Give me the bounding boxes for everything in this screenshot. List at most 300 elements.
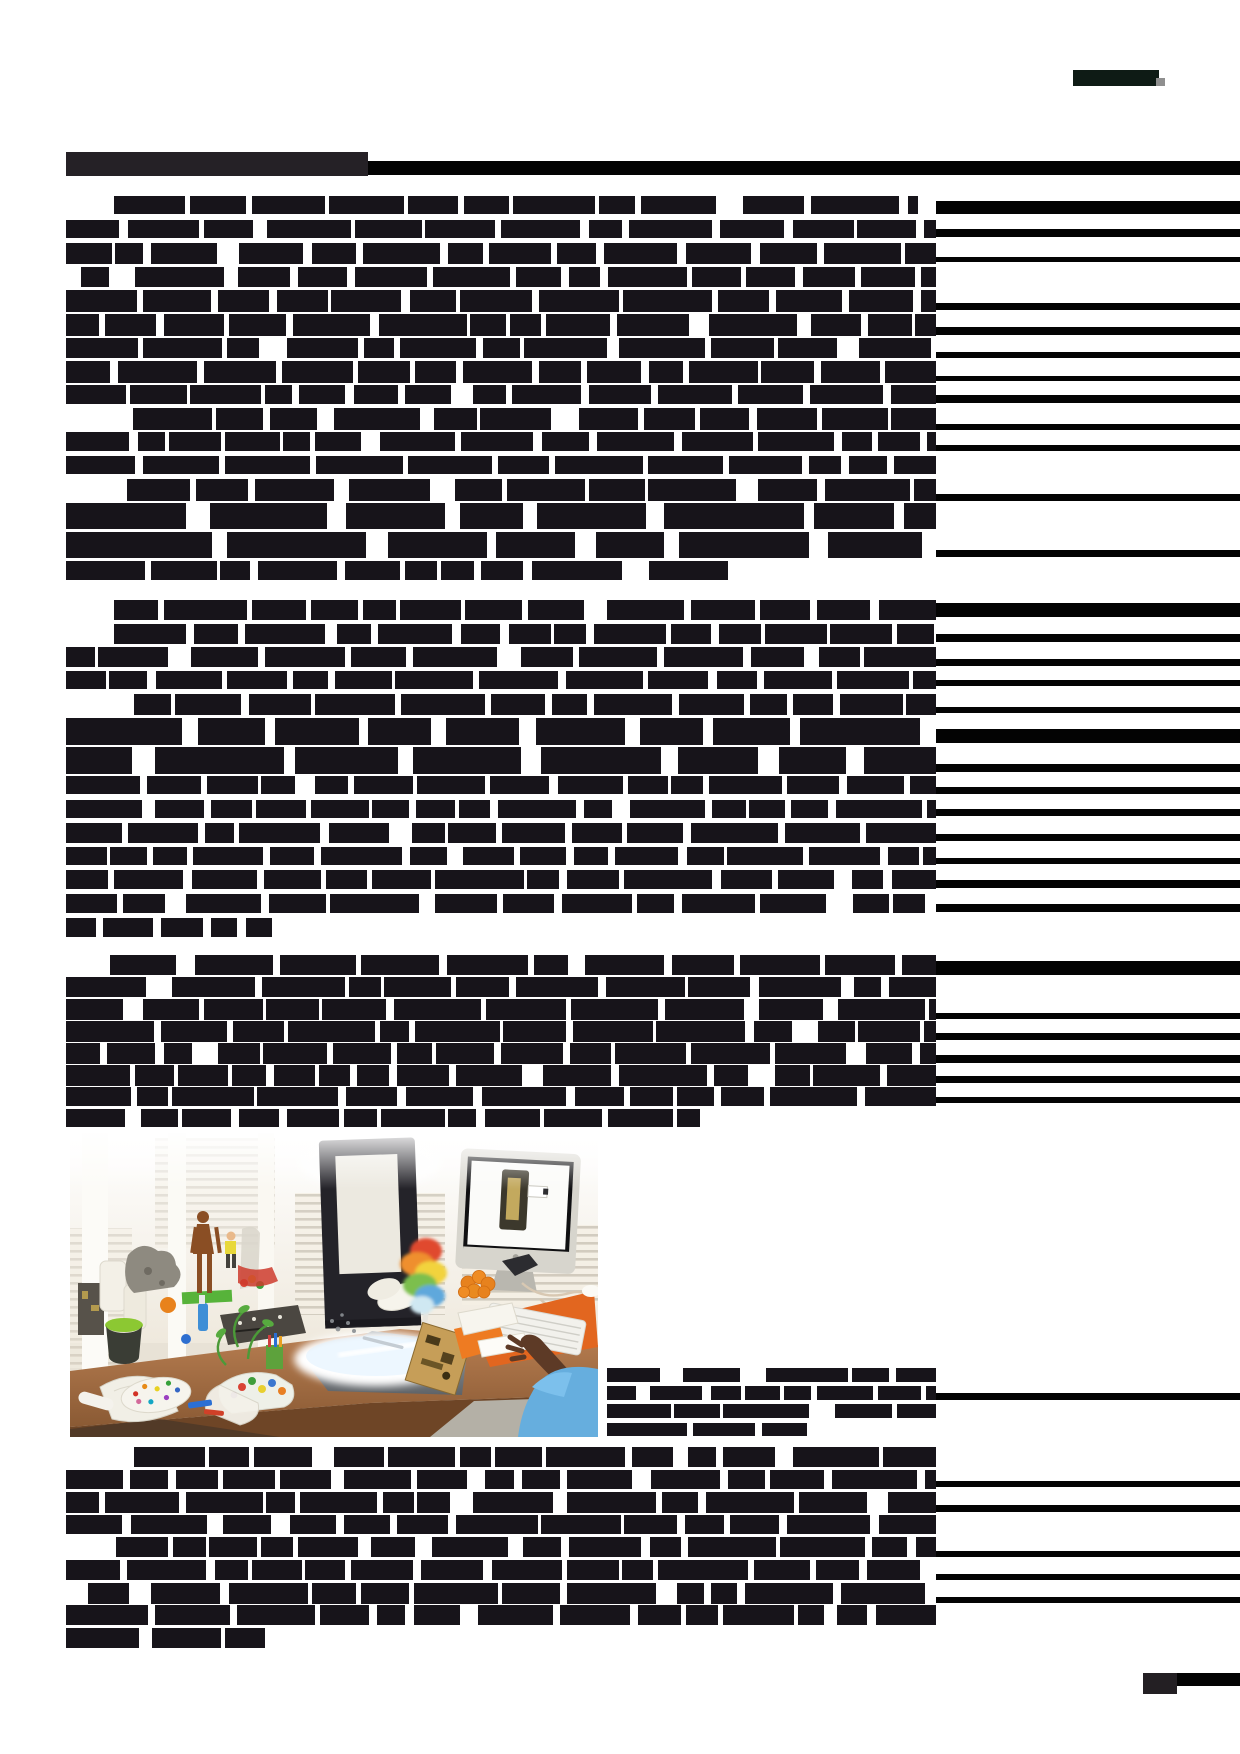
redaction-bar [127, 1560, 206, 1580]
redacted-line [0, 456, 1240, 474]
redaction-bar [172, 1087, 254, 1106]
redaction-bar [512, 385, 581, 404]
redaction-bar [225, 456, 310, 474]
redaction-bar [883, 1447, 936, 1467]
margin-rule [936, 352, 1240, 358]
redaction-bar [793, 220, 854, 238]
redaction-bar [256, 800, 306, 819]
redaction-bar [503, 894, 554, 913]
redaction-bar [141, 1109, 178, 1127]
redaction-bar [908, 196, 919, 214]
redaction-bar [810, 385, 882, 404]
redaction-bar [417, 1470, 467, 1490]
redaction-bar [528, 600, 584, 620]
redaction-bar [760, 894, 826, 913]
redaction-bar [905, 243, 936, 264]
redaction-bar [720, 220, 784, 238]
redaction-bar [754, 1021, 792, 1042]
redaction-bar [606, 977, 685, 997]
redaction-bar [624, 870, 712, 888]
redaction-bar [394, 999, 481, 1020]
redaction-bar [267, 220, 351, 238]
redaction-bar [436, 1043, 494, 1064]
redaction-bar [66, 290, 137, 311]
redaction-bar [233, 1021, 284, 1042]
redaction-bar [822, 408, 887, 430]
redaction-bar [910, 776, 936, 794]
redaction-bar [878, 1386, 921, 1400]
redaction-bar [223, 1470, 274, 1490]
redaction-bar [745, 1583, 832, 1604]
redaction-bar [692, 267, 741, 287]
redaction-bar [372, 870, 431, 888]
redaction-bar [311, 800, 368, 819]
redaction-bar [252, 196, 325, 214]
redaction-bar [791, 800, 828, 819]
redaction-bar [346, 503, 446, 529]
redaction-bar [114, 196, 185, 214]
redaction-bar [840, 694, 902, 714]
redaction-bar [388, 532, 487, 558]
redaction-bar [501, 220, 580, 238]
redaction-bar [261, 776, 295, 794]
redaction-bar [134, 694, 171, 714]
redaction-bar [473, 1492, 553, 1513]
redaction-bar [541, 747, 662, 774]
redaction-bar [785, 823, 861, 843]
redaction-bar [147, 776, 201, 794]
redaction-bar [852, 1368, 890, 1382]
redaction-bar [153, 847, 187, 866]
redaction-bar [434, 408, 476, 430]
margin-rule [936, 834, 1240, 841]
redaction-bar [298, 1537, 358, 1557]
redaction-bar [383, 1492, 414, 1513]
redaction-bar [866, 1043, 912, 1064]
redaction-bar [485, 1470, 515, 1490]
redaction-bar [537, 503, 646, 529]
redaction-bar [687, 847, 724, 866]
redaction-bar [723, 1605, 794, 1625]
redaction-bar [400, 338, 476, 359]
redaction-bar [216, 408, 263, 430]
redaction-bar [745, 1386, 780, 1400]
redaction-bar [227, 532, 366, 558]
redaction-bar [481, 561, 524, 580]
redaction-bar [685, 1515, 725, 1534]
redaction-bar [459, 800, 490, 819]
redaction-bar [397, 1065, 449, 1086]
redaction-bar [832, 1470, 917, 1490]
redaction-bar [711, 338, 774, 359]
redaction-bar [191, 647, 258, 667]
margin-rule [936, 880, 1240, 887]
redaction-bar [178, 1065, 227, 1086]
redaction-bar [683, 1368, 740, 1382]
redaction-bar [688, 977, 750, 997]
redaction-bar [378, 624, 452, 645]
redaction-bar [461, 624, 501, 645]
redaction-bar [252, 1560, 301, 1580]
redaction-bar [266, 999, 319, 1020]
redaction-bar [172, 977, 255, 997]
redaction-bar [743, 196, 804, 214]
redaction-bar [902, 955, 936, 975]
redaction-bar [114, 870, 182, 888]
redaction-bar [66, 894, 117, 913]
redaction-bar [266, 1492, 294, 1513]
redaction-bar [604, 243, 677, 264]
redaction-bar [277, 290, 328, 311]
redaction-bar [410, 290, 456, 311]
redaction-bar [127, 479, 189, 501]
margin-rule [936, 424, 1240, 430]
redaction-bar [615, 847, 677, 866]
redaction-bar [555, 456, 642, 474]
margin-rule [936, 961, 1240, 975]
redaction-bar [346, 1087, 397, 1106]
redaction-bar [460, 503, 523, 529]
redaction-bar [498, 456, 550, 474]
redaction-bar [344, 1109, 377, 1127]
redaction-bar [223, 1515, 271, 1534]
redaction-bar [546, 314, 610, 336]
redaction-bar [265, 647, 345, 667]
redaction-bar [322, 999, 386, 1020]
redaction-bar [480, 408, 552, 430]
redaction-bar [186, 894, 261, 913]
redaction-bar [66, 800, 142, 819]
redaction-bar [210, 503, 327, 529]
redaction-bar [414, 1583, 499, 1604]
redaction-bar [888, 847, 919, 866]
redaction-bar [66, 870, 108, 888]
redaction-bar [567, 870, 619, 888]
redaction-bar [520, 847, 566, 866]
redaction-bar [245, 624, 325, 645]
redaction-bar [290, 1515, 336, 1534]
redaction-bar [321, 847, 402, 866]
redaction-bar [825, 955, 895, 975]
redaction-bar [665, 999, 744, 1020]
margin-rule [936, 1574, 1240, 1580]
redaction-bar [333, 1043, 391, 1064]
redaction-bar [691, 1043, 770, 1064]
margin-rule [936, 1076, 1240, 1083]
redaction-bar [864, 647, 936, 667]
redaction-bar [66, 647, 95, 667]
redaction-bar [460, 1447, 491, 1467]
redaction-bar [648, 479, 736, 501]
redaction-bar [818, 1021, 856, 1042]
redaction-bar [204, 361, 275, 383]
redaction-bar [252, 600, 306, 620]
redaction-bar [155, 747, 284, 774]
redaction-bar [182, 1109, 231, 1127]
redaction-bar [98, 647, 168, 667]
margin-rule [936, 1055, 1240, 1063]
margin-rule [936, 445, 1240, 452]
redaction-bar [155, 800, 204, 819]
redaction-bar [164, 600, 247, 620]
redaction-bar [835, 1404, 892, 1418]
redaction-bar [765, 624, 827, 645]
redaction-bar [921, 267, 936, 287]
redaction-bar [211, 800, 252, 819]
redaction-bar [811, 196, 899, 214]
redaction-bar [925, 1470, 936, 1490]
margin-rule [936, 327, 1240, 335]
redaction-bar [486, 999, 567, 1020]
redaction-bar [569, 267, 600, 287]
redaction-bar [738, 385, 802, 404]
redaction-bar [293, 671, 328, 689]
redaction-bar [135, 267, 224, 287]
redaction-bar [66, 1492, 99, 1513]
redaction-bar [254, 1447, 313, 1467]
redaction-bar [854, 977, 881, 997]
blue-cap [181, 1334, 191, 1344]
redaction-bar [640, 718, 703, 745]
redaction-bar [543, 1065, 611, 1086]
redaction-bar [894, 456, 936, 474]
redaction-bar [461, 432, 533, 451]
redaction-bar [751, 647, 803, 667]
redaction-bar [706, 1492, 794, 1513]
redaction-bar [164, 314, 224, 336]
redaction-bar [542, 432, 589, 451]
redaction-bar [363, 600, 395, 620]
redaction-bar [66, 999, 123, 1020]
margin-rule [936, 1481, 1240, 1487]
redaction-bar [682, 894, 755, 913]
redaction-bar [190, 385, 261, 404]
redaction-bar [192, 870, 258, 888]
redaction-bar [607, 1386, 636, 1400]
redaction-bar [299, 385, 345, 404]
redaction-bar [750, 694, 787, 714]
margin-rule [936, 1505, 1240, 1513]
redaction-bar [897, 624, 934, 645]
redaction-bar [239, 243, 303, 264]
redaction-bar [311, 600, 359, 620]
redaction-bar [876, 1605, 936, 1625]
redaction-bar [759, 999, 824, 1020]
margin-rule [936, 1551, 1240, 1557]
redaction-bar [619, 1065, 707, 1086]
redaction-bar [118, 361, 197, 383]
redaction-bar [456, 977, 509, 997]
redaction-bar [349, 479, 430, 501]
redaction-bar [717, 671, 757, 689]
redaction-bar [105, 1492, 179, 1513]
redaction-bar [489, 243, 551, 264]
redaction-bar [66, 532, 212, 558]
redaction-bar [686, 1605, 718, 1625]
redaction-bar [721, 1087, 764, 1106]
redaction-bar [105, 314, 156, 336]
margin-rule [936, 303, 1240, 310]
redaction-bar [539, 290, 618, 311]
redaction-bar [762, 1423, 807, 1437]
redaction-bar [66, 977, 146, 997]
redaction-bar [558, 776, 623, 794]
redaction-bar [650, 1537, 681, 1557]
redaction-bar [151, 243, 217, 264]
redaction-bar [723, 1404, 809, 1418]
redaction-bar [135, 1065, 173, 1086]
redaction-bar [554, 624, 586, 645]
redaction-bar [574, 847, 608, 866]
redacted-line [0, 1515, 1240, 1534]
redaction-bar [579, 408, 638, 430]
redaction-bar [355, 220, 421, 238]
margin-rule [936, 707, 1240, 714]
redaction-bar [779, 747, 846, 774]
redaction-bar [421, 1560, 483, 1580]
redaction-bar [215, 1560, 248, 1580]
redaction-bar [237, 1605, 315, 1625]
redaction-bar [173, 1537, 206, 1557]
redaction-bar [66, 776, 140, 794]
redaction-bar [345, 561, 400, 580]
redaction-bar [408, 196, 458, 214]
redaction-bar [534, 955, 568, 975]
redaction-bar [364, 338, 395, 359]
redaction-bar [923, 847, 936, 866]
redaction-bar [349, 977, 380, 997]
redaction-bar [798, 1605, 824, 1625]
redaction-bar [793, 1447, 879, 1467]
redaction-bar [115, 243, 143, 264]
redaction-bar [524, 338, 606, 359]
redaction-bar [66, 1065, 130, 1086]
redaction-bar [677, 1109, 700, 1127]
redaction-bar [88, 1583, 129, 1604]
redaction-bar [405, 385, 450, 404]
redaction-bar [381, 1109, 444, 1127]
redaction-bar [66, 385, 126, 404]
redaction-bar [849, 456, 886, 474]
redaction-bar [405, 561, 437, 580]
redaction-bar [775, 1043, 845, 1064]
redaction-bar [608, 267, 687, 287]
redaction-bar [465, 600, 522, 620]
redaction-bar [417, 1492, 450, 1513]
redaction-bar [594, 694, 671, 714]
redaction-bar [888, 1492, 936, 1513]
redaction-bar [351, 1560, 412, 1580]
redaction-bar [566, 671, 643, 689]
redaction-bar [406, 1087, 473, 1106]
redaction-bar [780, 1537, 865, 1557]
redaction-bar [624, 1515, 677, 1534]
redaction-bar [644, 408, 695, 430]
redaction-bar [541, 1515, 621, 1534]
redaction-bar [463, 847, 513, 866]
redaction-bar [641, 196, 716, 214]
redaction-bar [637, 894, 675, 913]
redaction-bar [209, 1537, 257, 1557]
redaction-bar [501, 1043, 562, 1064]
redaction-bar [66, 243, 112, 264]
redaction-bar [711, 1583, 738, 1604]
redaction-bar [671, 624, 711, 645]
redaction-bar [776, 290, 842, 311]
margin-rule [936, 809, 1240, 816]
redaction-bar [599, 196, 635, 214]
redaction-bar [344, 1470, 411, 1490]
redaction-bar [589, 385, 652, 404]
redaction-bar [198, 718, 266, 745]
redaction-bar [379, 314, 467, 336]
redaction-bar [66, 847, 107, 866]
redaction-bar [502, 1583, 560, 1604]
redaction-bar [329, 823, 389, 843]
redaction-bar [650, 1386, 703, 1400]
redaction-bar [819, 647, 861, 667]
redaction-bar [560, 1605, 630, 1625]
margin-rule [936, 603, 1240, 618]
redaction-bar [569, 1537, 642, 1557]
margin-rule [936, 1393, 1240, 1400]
redaction-bar [66, 1515, 122, 1534]
redaction-bar [571, 999, 658, 1020]
redaction-bar [596, 532, 665, 558]
redaction-bar [491, 694, 545, 714]
redaction-bar [478, 1605, 553, 1625]
redaction-bar [892, 870, 936, 888]
margin-rule [936, 201, 1240, 214]
redaction-bar [864, 747, 936, 774]
redaction-bar [893, 894, 925, 913]
redaction-bar [793, 694, 834, 714]
redaction-bar [567, 1560, 619, 1580]
redaction-bar [879, 600, 936, 620]
redaction-bar [896, 1368, 936, 1382]
redaction-bar [485, 1109, 540, 1127]
redaction-bar [448, 1109, 476, 1127]
redaction-bar [758, 479, 817, 501]
redaction-bar [401, 694, 485, 714]
redacted-line [0, 977, 1240, 997]
redaction-bar [227, 338, 259, 359]
redaction-bar [134, 1447, 205, 1467]
redaction-bar [516, 267, 561, 287]
redaction-bar [929, 999, 936, 1020]
redaction-bar [761, 361, 814, 383]
redaction-bar [648, 456, 723, 474]
redaction-bar [677, 1087, 714, 1106]
redaction-bar [110, 955, 176, 975]
redaction-bar [194, 624, 238, 645]
redaction-bar [412, 823, 445, 843]
redaction-bar [619, 338, 705, 359]
redaction-bar [137, 1087, 168, 1106]
redaction-bar [544, 1109, 601, 1127]
redaction-bar [196, 479, 248, 501]
redaction-bar [337, 624, 371, 645]
redaction-bar [416, 800, 455, 819]
redaction-bar [712, 800, 746, 819]
redaction-bar [723, 1447, 775, 1467]
redaction-bar [482, 1087, 566, 1106]
redaction-bar [312, 1583, 356, 1604]
redaction-bar [830, 624, 892, 645]
redaction-bar [608, 1109, 674, 1127]
redaction-bar [351, 647, 406, 667]
page-number-redaction [1143, 1673, 1177, 1694]
